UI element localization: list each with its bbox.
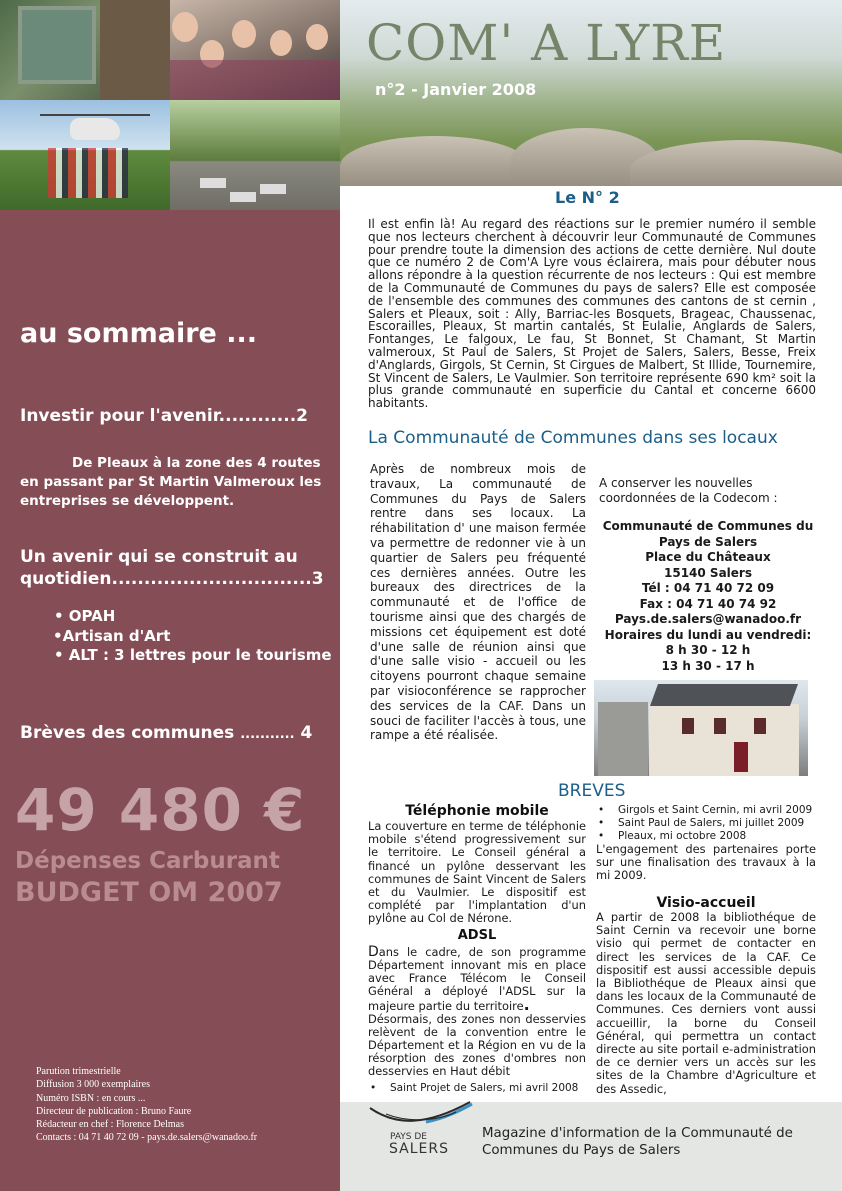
logo-text-pays-de: PAYS DE [390,1132,427,1142]
photo-children [170,0,340,100]
contact-block [596,519,820,674]
list-item: • Saint Projet de Salers, mi avril 2008 [368,1082,588,1095]
toc-label: Brèves des communes [20,723,241,743]
intro-heading: Le N° 2 [555,188,620,207]
sidebar [0,0,340,1191]
highlight-amount: 49 480 € [15,776,306,844]
contact-line: 8 h 30 - 12 h [665,643,751,657]
highlight-sublabel: BUDGET OM 2007 [15,877,283,908]
toc-subitem: • OPAH [54,607,116,625]
breves-heading: BREVES [558,781,626,801]
intro-text: Il est enfin là! Au regard des réactions sur le premier numéro il semble que nos lecteurs cherchent à découvrir leur Communauté de Communes pour prendre toute la dimension des actions de cette dernière. Nul doute que ce numéro 2 de Com'A Lyre vous éclairera, mais pour débuter nous allons répondre à la question récurrente de nos lecteurs : Qui est membre de la Communauté de Communes du pays de salers? Elle est composée de l'ensemble des communes des communes des cantons de st cernin , Salers et Pleaux, soit : Ally, Barriac-les Bosquets, Brageac, Chaussenac, Escorailles, Pleaux, St martin cantalés, St Eulalie, Anglards de Salers, Fontanges, Le falgoux, Le fau, St Bonnet, St Chamant, St Martin valmeroux, St Paul de Salers, St Projet de Salers, Salers, Besse, Freix d'Anglards, Girgols, St Cernin, St Cirgues de Malbert, St Illide, Tournemire, St Vincent de Salers, Le Vaulmier. Son territoire représente 690 km² soit la plus grande communauté en superficie du Cantal et concerne 6600 habitants. [368,217,816,411]
colophon-line: Parution trimestrielle [36,1066,121,1077]
toc-label-line1: Un avenir qui se construit au [20,547,298,567]
toc-dots: ............................... [111,569,312,589]
locaux-heading: La Communauté de Communes dans ses locaux [368,428,778,448]
toc-subitem: • ALT : 3 lettres pour le tourisme [54,646,332,664]
contact-email[interactable]: Pays.de.salers@wanadoo.fr [614,612,802,626]
partners-text: L'engagement des partenaires porte sur une finalisation des travaux à la mi 2009. [596,842,816,883]
colophon-line: Directeur de publication : Bruno Faure [36,1105,192,1117]
colophon-line: Diffusion 3 000 exemplaires [36,1079,150,1091]
telephonie-title: Téléphonie mobile [405,803,549,819]
toc-dots: ............ [218,406,297,426]
photo-helicopter [0,100,170,210]
conserver-text: A conserver les nouvelles coordonnées de la Codecom : [599,476,778,505]
magazine-title: COM' A LYRE [366,14,727,72]
contact-line: Communauté de Communes du [602,519,814,533]
photo-building [594,680,808,776]
adsl-dropcap: D [368,944,379,960]
photo-door [0,0,170,100]
contact-line: Horaires du lundi au vendredi: [604,627,812,642]
adsl-text-part1: ans le cadre, de son programme Département innovant mis en place avec France Télécom le Conseil Général a déployé l'ADSL sur la majeure partie du territoire [368,945,586,1013]
sommaire-title: au sommaire ... [20,318,258,349]
list-item: • Girgols et Saint Cernin, mi avril 2009 [596,804,820,817]
contact-line: Pays de Salers [658,534,758,549]
colophon-line: Numéro ISBN : en cours ... [36,1092,146,1104]
adsl-text-part2: Désormais, des zones non desservies relèvent de la convention entre le Département et la Région en vu de la résorption des zones d'ombres non desservies en Haut débit [368,1012,586,1078]
contact-line: Place du Châteaux [645,550,771,564]
adsl-text [368,946,586,1078]
colophon-line: Rédacteur en chef : Florence Delmas [36,1119,184,1131]
locaux-text: Après de nombreux mois de travaux, La communauté de Communes du Pays de Salers rentre dans ses locaux. La réhabilitation d' une maison fermée va permettre de redonner vie à un quartier de Salers peu fréquenté ces dernières années. Outre les bureaux des directrices de la communauté et de l'office de tourisme ainsi que des chargés de missions cet équipement est doté d'une salle de réunion ainsi que d'une salle visio - accueil ou les citoyens pourront chaque semaine par visioconférence se rapprocher des services de la CAF. Dans un souci de faciliter l'accès à tous, une rampe a été réalisée. [370,462,586,743]
visio-text: A partir de 2008 la bibliothéque de Saint Cernin va recevoir une borne visio qui permet de contacter en direct les services de la CAF. Ce dispositif est aussi accessible depuis la Bibliothéque de Pleaux ainsi que dans les locaux de la Communauté de Communes. Ces derniers vont aussi accueillir, la borne du Conseil Général, qui permettra un contact directe au site portail e-administration de ce dernier vers un accès sur les sites de la Chambre d'Agriculture et des Assedic, [596,910,816,1096]
toc-description: De Pleaux à la zone des 4 routes en passant par St Martin Valmeroux les entreprises se développent. [20,455,322,509]
colophon-line[interactable]: Contacts : 04 71 40 72 09 - pays.de.salers@wanadoo.fr [36,1132,258,1144]
toc-page: 3 [311,569,324,589]
photo-terrace [170,100,340,210]
toc-subitems [20,607,335,666]
contact-line: 15140 Salers [664,565,752,580]
toc-entry-investir[interactable] [20,406,335,426]
toc-entry-avenir[interactable] [20,546,335,590]
highlight-label: Dépenses Carburant [15,848,280,874]
toc-dots: ........... [240,727,295,742]
telephonie-text: La couverture en terme de téléphonie mobile s'étend progressivement sur le territoire. Le Conseil général a financé un pylône desservant les communes de Saint Vincent de Salers et du Vaulmier. Le dispositif est complété par l'implantation d'un pylône au Col de Nérone. [368,819,586,926]
visio-title: Visio-accueil [656,895,756,911]
logo-text-salers: SALERS [389,1141,449,1157]
adsl-title: ADSL [457,928,497,943]
list-item: • Saint Paul de Salers, mi juillet 2009 [596,817,820,830]
list-item: • Pleaux, mi octobre 2008 [596,830,820,843]
colophon [36,1065,336,1145]
issue-number: n°2 - Janvier 2008 [375,80,537,99]
adsl-final-dot: . [523,995,530,1014]
toc-label-line2: quotidien [20,569,112,589]
toc-page: 4 [294,723,313,743]
toc-page: 2 [296,406,309,426]
toc-entry-breves[interactable] [20,723,335,743]
adsl-bullet-list [368,1082,588,1095]
contact-line: 13 h 30 - 17 h [661,658,755,673]
calendar-list [596,804,820,843]
contact-phone[interactable]: Tél : 04 71 40 72 09 [641,581,775,595]
toc-subitem: •Artisan d'Art [53,626,171,645]
contact-fax: Fax : 04 71 40 74 92 [639,596,777,611]
footer-tagline: Magazine d'information de la Communauté de Communes du Pays de Salers [482,1126,793,1158]
toc-label: Investir pour l'avenir [20,406,219,426]
